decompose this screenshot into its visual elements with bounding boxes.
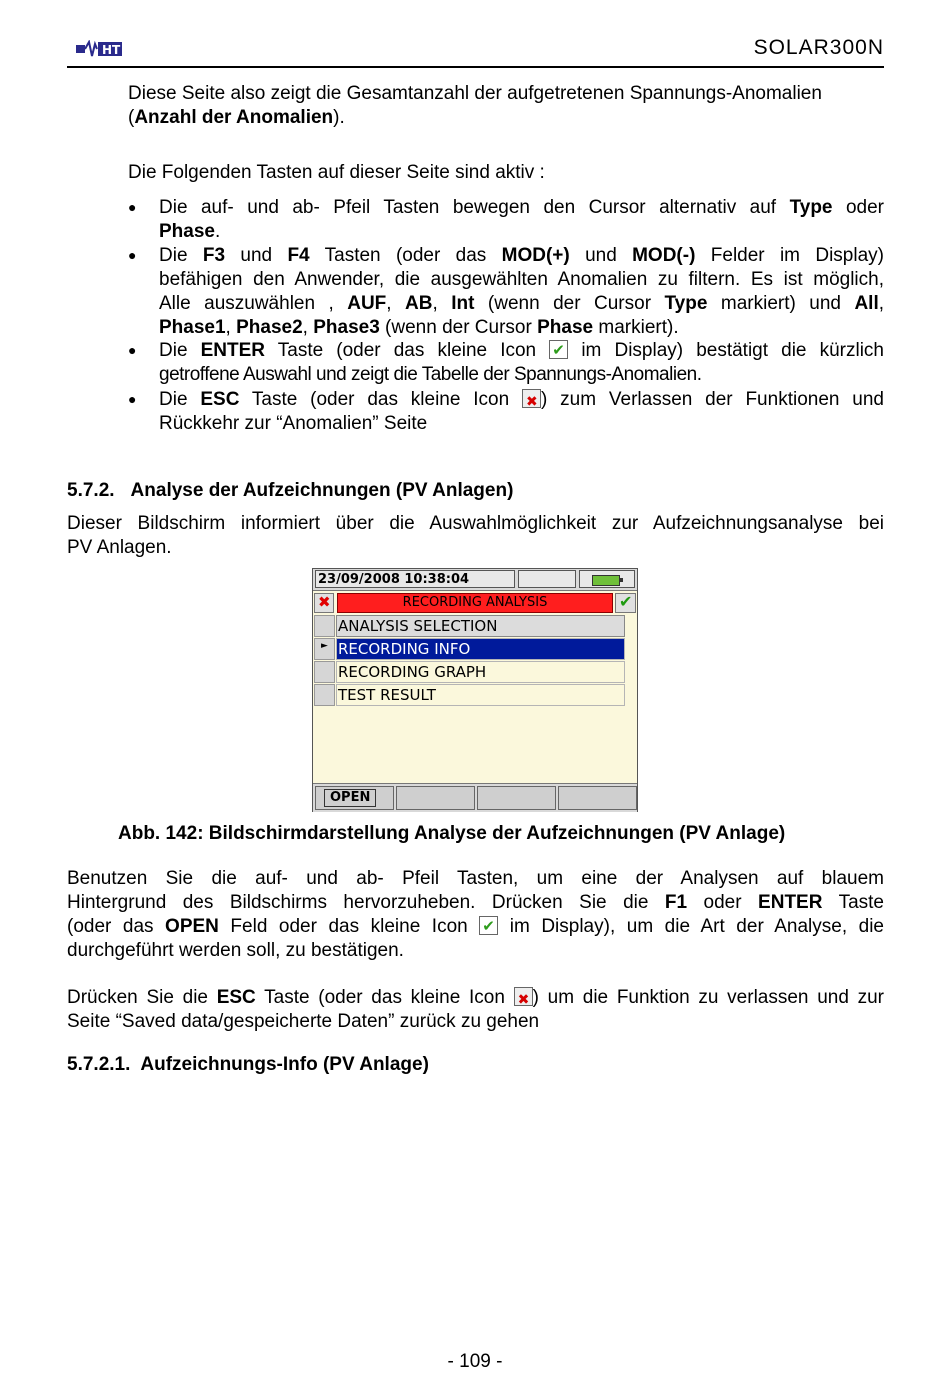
list-item-recording-info[interactable]	[313, 638, 625, 661]
exit-paragraph: Drücken Sie die ESC Taste (oder das kleine Icon ✖) um die Funktion zu verlassen und zur Seite “Saved data/gespeicherte Daten” zurück zu gehen	[67, 986, 884, 1034]
section-heading: 5.7.2. Analyse der Aufzeichnungen (PV Anlagen)	[67, 480, 514, 501]
confirm-icon	[479, 916, 498, 935]
confirm-icon	[549, 340, 568, 359]
status-bar	[313, 569, 637, 591]
close-icon	[514, 987, 533, 1006]
header-rule	[67, 66, 884, 68]
bullet-dot: ●	[128, 391, 137, 407]
page-number: - 109 -	[447, 1351, 503, 1372]
confirm-icon[interactable]	[615, 593, 636, 613]
bullet-f3-f4-keys: Die F3 und F4 Tasten (oder das MOD(+) und MOD(-) Felder im Display) befähigen den Anwender, die ausgewählten Anomalien zu filtern. Es ist möglich, Alle auszuwählen , AUF, AB, Int (wenn der Cursor Type markiert) und All, Phase1, Phase2, Phase3 (wenn der Cursor Phase markiert).	[159, 245, 884, 338]
open-button[interactable]: OPEN	[315, 786, 394, 810]
bullet-arrow-keys: Die auf- und ab- Pfeil Tasten bewegen den Cursor alternativ auf Type oder Phase.	[159, 197, 885, 242]
usage-paragraph: Benutzen Sie die auf- und ab- Pfeil Tasten, um eine der Analysen auf blauem Hintergrund des Bildschirms hervorzuheben. Drücken Sie die F1 oder ENTER Taste (oder das OPEN Feld oder das kleine Icon ✔ im Display), um die Art der Analyse, die durchgeführt werden soll, zu bestätigen.	[67, 867, 884, 963]
list-header: ANALYSIS SELECTION	[336, 615, 625, 637]
datetime-display: 23/09/2008 10:38:04	[315, 570, 515, 588]
intro-line1: Diese Seite also zeigt die Gesamtanzahl der aufgetretenen Spannungs-Anomalien	[128, 83, 822, 104]
f2-button[interactable]	[396, 786, 475, 810]
list-item-label: TEST RESULT	[336, 684, 625, 706]
list-item-recording-graph[interactable]	[313, 661, 625, 684]
bullet-dot: ●	[128, 199, 137, 215]
subsection-heading: 5.7.2.1. Aufzeichnungs-Info (PV Anlage)	[67, 1054, 429, 1075]
title-bar	[313, 592, 637, 614]
function-key-bar	[313, 783, 637, 812]
section-text: Dieser Bildschirm informiert über die Auswahlmöglichkeit zur Aufzeichnungsanalyse bei PV Anlagen.	[67, 513, 884, 558]
intro-line2: (Anzahl der Anomalien).	[128, 107, 345, 128]
figure-caption: Abb. 142: Bildschirmdarstellung Analyse der Aufzeichnungen (PV Anlage)	[118, 823, 786, 844]
screen-title: RECORDING ANALYSIS	[337, 593, 613, 613]
ht-logo	[76, 40, 122, 58]
bullet-dot: ●	[128, 247, 137, 263]
close-icon	[522, 389, 541, 408]
bullet-esc-key: Die ESC Taste (oder das kleine Icon ✖) zum Verlassen der Funktionen und Rückkehr zur “Anomalien” Seite	[159, 388, 884, 436]
battery-icon	[579, 570, 635, 588]
list-item-test-result[interactable]	[313, 684, 625, 707]
list-header-row	[313, 615, 625, 638]
cursor-marker-icon: ►	[314, 638, 335, 660]
list-item-label: RECORDING GRAPH	[336, 661, 625, 683]
list-item-label: RECORDING INFO	[336, 638, 625, 660]
intro-paragraph	[128, 82, 884, 130]
f3-button[interactable]	[477, 786, 556, 810]
product-name: SOLAR300N	[753, 36, 884, 59]
close-icon[interactable]	[314, 593, 334, 613]
status-field	[518, 570, 576, 588]
f4-button[interactable]	[558, 786, 637, 810]
device-screenshot	[312, 568, 638, 812]
bullet-enter-key: Die ENTER Taste (oder das kleine Icon ✔ im Display) bestätigt die kürzlich getroffene Auswahl und zeigt die Tabelle der Spannungs-Anomalien.	[159, 339, 884, 387]
svg-text:HT: HT	[102, 43, 121, 57]
keys-intro: Die Folgenden Tasten auf dieser Seite sind aktiv :	[128, 162, 545, 183]
bullet-dot: ●	[128, 342, 137, 358]
analysis-list	[313, 615, 625, 707]
